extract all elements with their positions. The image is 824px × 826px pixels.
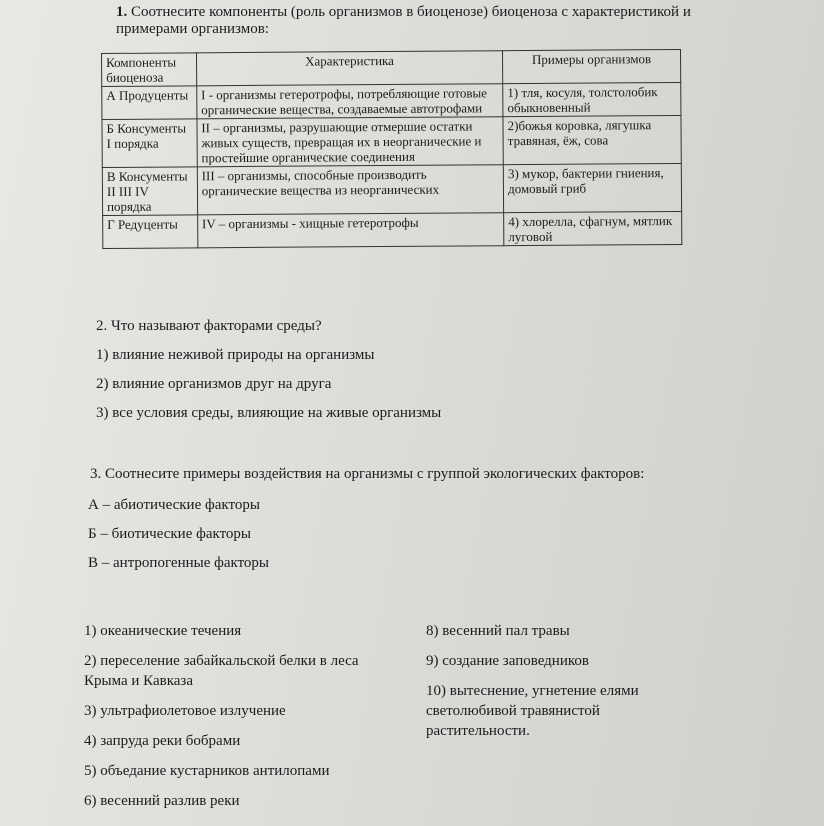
biocenosis-table [101,49,682,249]
example-item: 6) весенний разлив реки [84,793,240,809]
q1-number: 1. [116,4,128,20]
cell-component: В Консументы II III IV порядка [102,167,197,216]
example-item: 5) объедание кустарников антилопами [84,763,330,779]
example-item: 9) создание заповедников [426,653,589,669]
q2-option: 2) влияние организмов друг на друга [96,376,332,392]
factor-group: В – антропогенные факторы [88,555,270,571]
example-item: 1) океанические течения [84,623,242,639]
cell-characteristic: II – организмы, разрушающие отмершие остатки живых существ, превращая их в неорганические и простейшие органические соединения [197,117,504,167]
example-item: 3) ультрафиолетовое излучение [84,703,286,719]
q3-title: 3. Соотнесите примеры воздействия на организмы с группой экологических факторов: [90,466,645,482]
header-examples: Примеры организмов [503,49,681,83]
example-item: 2) переселение забайкальской белки в леса Крыма и Кавказа [84,653,359,689]
header-components: Компоненты биоценоза [102,53,197,87]
table-row [103,211,682,248]
factor-group: А – абиотические факторы [88,497,260,513]
examples-left-column [84,621,384,821]
cell-examples: 3) мукор, бактерии гниения, домовый гриб [503,163,681,212]
example-item: 10) вытеснение, угнетение елями светолюбивой травянистой растительности. [426,683,639,739]
table-row [102,115,681,167]
header-characteristic: Характеристика [196,51,503,86]
examples-right-column [426,621,686,751]
cell-component: Б Консументы I порядка [102,119,197,168]
question-2 [96,317,441,433]
cell-component: Г Редуценты [103,215,198,249]
table-row [102,163,681,215]
example-item: 4) запруда реки бобрами [84,733,241,749]
table-row [102,82,681,119]
q3-groups [88,497,269,584]
table-header-row [102,49,681,86]
q1-title [116,4,736,38]
cell-characteristic: IV – организмы - хищные гетеротрофы [197,213,504,248]
q1-text: Соотнесите компоненты (роль организмов в биоценозе) биоценоза с характеристикой и примерами организмов: [116,4,691,37]
cell-examples: 4) хлорелла, сфагнум, мятлик луговой [504,211,682,245]
cell-characteristic: I - организмы гетеротрофы, потребляющие готовые органические вещества, создаваемые автотрофами [197,84,504,119]
q2-option: 3) все условия среды, влияющие на живые организмы [96,405,442,421]
factor-group: Б – биотические факторы [88,526,252,542]
cell-examples: 2)божья коровка, лягушка травяная, ёж, сова [503,115,681,164]
example-item: 8) весенний пал травы [426,623,570,639]
cell-characteristic: III – организмы, способные производить органические вещества из неорганических [197,165,504,215]
cell-examples: 1) тля, косуля, толстолобик обыкновенный [503,82,681,116]
q2-option: 1) влияние неживой природы на организмы [96,347,375,363]
q2-title: 2. Что называют факторами среды? [96,318,322,334]
cell-component: А Продуценты [102,86,197,120]
